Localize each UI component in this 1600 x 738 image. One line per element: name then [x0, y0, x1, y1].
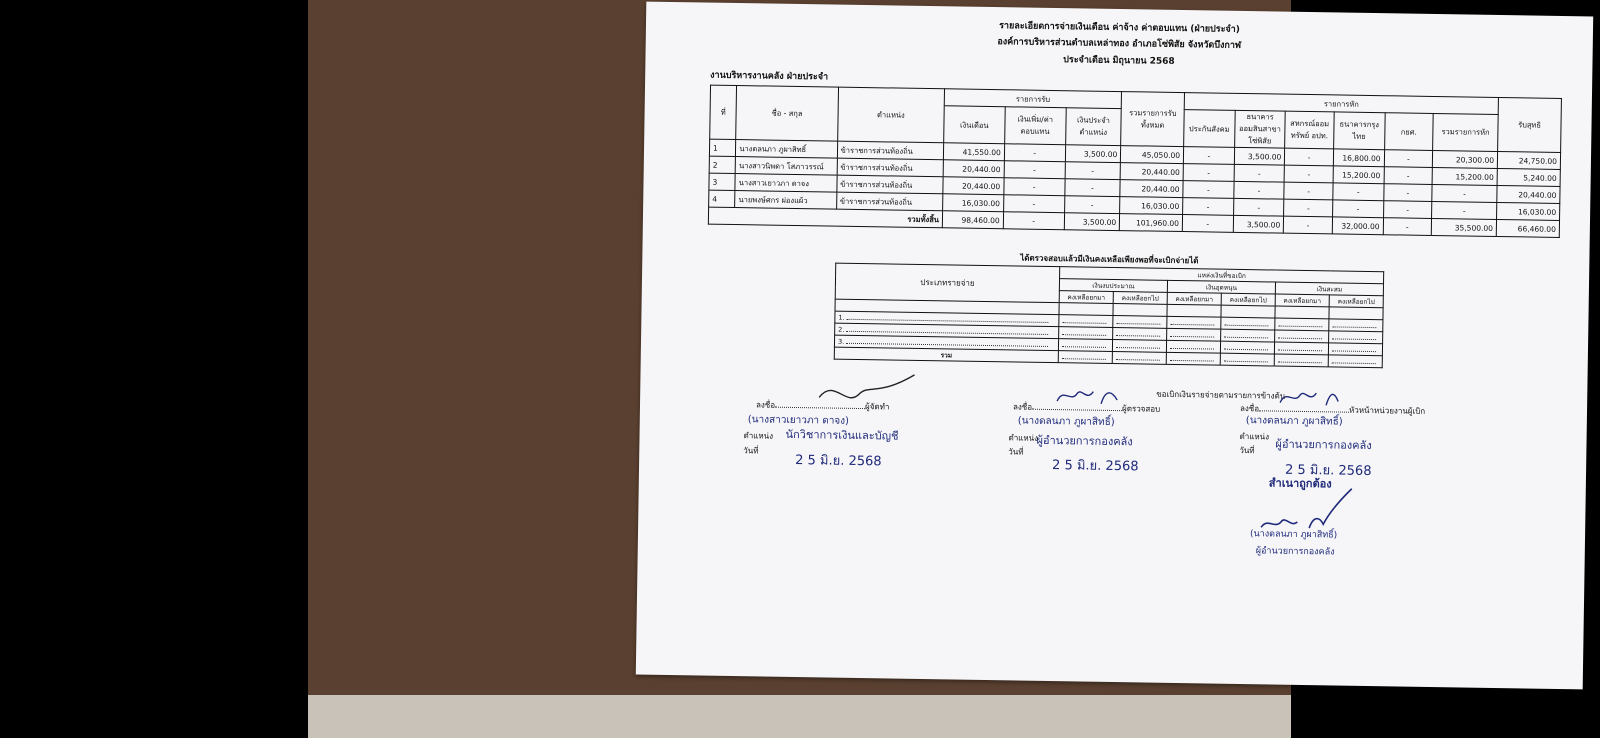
remaining-in-header: คงเหลือยกมา — [1275, 294, 1329, 307]
row-position-pay: - — [1064, 196, 1120, 214]
total-label: รวมทั้งสิ้น — [708, 207, 942, 228]
section-label: งานบริหารงานคลัง ฝ่ายประจำ — [710, 70, 829, 83]
certifier-name: (นางดลนภา ภูผาสิทธิ์) — [1249, 529, 1338, 541]
row-coop: - — [1284, 182, 1333, 200]
row-coop: - — [1284, 199, 1333, 217]
checker-role: ผู้ตรวจสอบ — [1121, 404, 1161, 414]
row-total-deduction: - — [1432, 184, 1497, 202]
signature-block-checker — [1008, 390, 1204, 493]
header-name: ชื่อ - สกุล — [736, 86, 838, 142]
header-salary: เงินเดือน — [944, 106, 1005, 144]
expense-total-label: รวม — [834, 347, 1058, 363]
row-total-income: 45,050.00 — [1121, 146, 1184, 164]
header-gsb: ธนาคารออมสินสาขาโซ่พิสัย — [1234, 110, 1285, 148]
head-position: ผู้อำนวยการกองคลัง — [1275, 437, 1372, 453]
total-gpf: - — [1383, 218, 1432, 236]
total-coop: - — [1284, 216, 1333, 234]
row-position: ข้าราชการส่วนท้องถิ่น — [836, 192, 943, 211]
doc-org: องค์การบริหารส่วนตำบลเหล่าทอง อำเภอโซ่พิสัย จังหวัดบึงกาฬ — [997, 37, 1242, 51]
remaining-in-header: คงเหลือยกมา — [1059, 291, 1113, 304]
source-group-header: แหล่งเงินที่ขอเบิก — [1060, 267, 1384, 284]
sign-label: ลงชื่อ — [1012, 402, 1033, 412]
total-extra: - — [1003, 212, 1064, 230]
row-extra: - — [1003, 195, 1064, 213]
total-position-pay: 3,500.00 — [1064, 213, 1120, 231]
row-net: 24,750.00 — [1497, 151, 1560, 169]
funding-table — [834, 263, 1385, 369]
head-name: (นางดลนภา ภูผาสิทธิ์) — [1245, 415, 1343, 428]
row-position-pay: - — [1065, 162, 1121, 180]
row-total-deduction: 20,300.00 — [1433, 150, 1498, 168]
row-no: 3 — [709, 173, 736, 190]
row-ktb: - — [1333, 200, 1384, 218]
remaining-in-header: คงเหลือยกมา — [1167, 292, 1221, 305]
row-extra: - — [1004, 178, 1065, 196]
subsidy-header: เงินอุดหนุน — [1167, 280, 1275, 294]
floor-strip — [308, 695, 1291, 738]
row-gsb: - — [1234, 164, 1285, 182]
row-social-security: - — [1183, 147, 1234, 165]
row-gpf: - — [1383, 184, 1432, 202]
head-signature-scrawl — [1276, 385, 1346, 412]
sign-label: ลงชื่อ — [1239, 403, 1260, 414]
checker-position: ผู้อำนวยการกองคลัง — [1036, 433, 1133, 449]
checker-name: (นางดลนภา ภูผาสิทธิ์) — [1017, 415, 1115, 429]
header-income-group: รายการรับ — [944, 89, 1122, 109]
position-label: ตำแหน่ง — [743, 431, 774, 441]
budget-header: เงินงบประมาณ — [1059, 279, 1167, 293]
header-total-deduction: รวมรายการหัก — [1433, 113, 1498, 151]
remaining-out-header: คงเหลือยกไป — [1221, 293, 1275, 306]
row-social-security: - — [1183, 198, 1234, 216]
row-position-pay: 3,500.00 — [1065, 145, 1121, 163]
doc-title: รายละเอียดการจ่ายเงินเดือน ค่าจ้าง ค่าตอบแทน (ฝ่ายประจำ) — [999, 21, 1240, 35]
expense-row-number: 1. — [838, 313, 845, 322]
total-gsb: 3,500.00 — [1233, 215, 1284, 233]
position-label: ตำแหน่ง — [1239, 431, 1270, 442]
photo-background — [308, 0, 1558, 738]
header-net: รับสุทธิ — [1498, 98, 1562, 153]
row-total-deduction: - — [1432, 201, 1497, 219]
total-total-income: 101,960.00 — [1120, 214, 1183, 232]
signature-block-preparer — [743, 388, 947, 491]
request-text: ขอเบิกเงินรายจ่ายตามรายการข้างต้น — [1156, 389, 1286, 401]
checker-date: 2 5 มิ.ย. 2568 — [1051, 458, 1139, 475]
certifier-position: ผู้อำนวยการกองคลัง — [1255, 546, 1335, 558]
row-name: นางสาวนิพดา โสภาวรรณ์ — [735, 157, 837, 176]
total-net: 66,460.00 — [1496, 219, 1559, 237]
row-coop: - — [1285, 148, 1334, 166]
header-coop: สหกรณ์ออมทรัพย์ อปท. — [1285, 111, 1334, 149]
header-deduction-group: รายการหัก — [1184, 93, 1498, 115]
row-gpf: - — [1384, 167, 1433, 185]
payroll-table — [708, 85, 1562, 238]
row-position: ข้าราชการส่วนท้องถิ่น — [837, 141, 944, 160]
row-gsb: 3,500.00 — [1234, 147, 1285, 165]
row-position: ข้าราชการส่วนท้องถิ่น — [837, 175, 944, 194]
remaining-out-header: คงเหลือยกไป — [1329, 295, 1383, 308]
expense-row-number: 2. — [838, 325, 845, 334]
row-social-security: - — [1183, 181, 1234, 199]
row-extra: - — [1004, 144, 1065, 162]
row-gsb: - — [1233, 198, 1284, 216]
row-extra: - — [1004, 161, 1065, 179]
preparer-position: นักวิชาการเงินและบัญชี — [785, 427, 899, 443]
row-position: ข้าราชการส่วนท้องถิ่น — [837, 158, 944, 177]
checker-signature-scrawl — [1053, 383, 1123, 410]
row-total-deduction: 15,200.00 — [1432, 167, 1497, 185]
head-role: หัวหน้าหน่วยงานผู้เบิก — [1348, 405, 1426, 416]
doc-month: ประจำเดือน มิถุนายน 2568 — [1063, 55, 1175, 67]
row-net: 16,030.00 — [1497, 202, 1560, 220]
sign-label: ลงชื่อ — [755, 400, 776, 410]
row-gsb: - — [1234, 181, 1285, 199]
total-ktb: 32,000.00 — [1332, 217, 1383, 235]
row-name: นางสาวเยาวภา ดาจง — [735, 174, 837, 193]
header-ktb: ธนาคารกรุงไทย — [1334, 112, 1385, 150]
row-total-income: 16,030.00 — [1120, 197, 1183, 215]
row-position-pay: - — [1064, 179, 1120, 197]
copy-certified-label: สำเนาถูกต้อง — [1268, 476, 1332, 491]
row-ktb: - — [1333, 183, 1384, 201]
row-no: 4 — [709, 190, 736, 207]
row-total-income: 20,440.00 — [1120, 180, 1183, 198]
row-net: 20,440.00 — [1497, 185, 1560, 203]
row-name: นางดลนภา ภูผาสิทธิ์ — [736, 140, 838, 159]
row-salary: 20,440.00 — [943, 160, 1004, 178]
row-salary: 41,550.00 — [943, 143, 1004, 161]
savings-header: เงินสะสม — [1275, 282, 1383, 296]
row-total-income: 20,440.00 — [1120, 163, 1183, 181]
row-no: 2 — [709, 156, 736, 173]
preparer-date: 2 5 มิ.ย. 2568 — [795, 452, 882, 470]
preparer-name: (นางสาวเยาวภา ดาจง) — [747, 414, 850, 427]
date-label: วันที่ — [743, 446, 759, 456]
document-sheet — [636, 2, 1593, 690]
expense-row-number: 3. — [837, 337, 845, 346]
header-position-pay: เงินประจำตำแหน่ง — [1065, 108, 1121, 146]
header-social-security: ประกันสังคม — [1184, 110, 1235, 148]
total-social-security: - — [1182, 215, 1233, 233]
header-extra: เงินเพิ่ม/ค่าตอบแทน — [1004, 107, 1065, 145]
row-no: 1 — [709, 139, 736, 156]
row-gpf: - — [1384, 150, 1433, 168]
row-gpf: - — [1383, 201, 1432, 219]
row-name: นายพงษ์ศกร ผ่องแผ้ว — [735, 191, 837, 210]
expense-type-header: ประเภทรายจ่าย — [835, 263, 1060, 303]
date-label: วันที่ — [1239, 445, 1255, 456]
preparer-signature-scrawl — [814, 371, 925, 413]
row-salary: 16,030.00 — [943, 194, 1004, 212]
total-salary: 98,460.00 — [942, 211, 1003, 229]
preparer-role: ผู้จัดทำ — [864, 402, 890, 412]
remaining-out-header: คงเหลือยกไป — [1113, 291, 1167, 304]
row-social-security: - — [1183, 164, 1234, 182]
row-net: 5,240.00 — [1497, 168, 1560, 186]
row-ktb: 16,800.00 — [1333, 149, 1384, 167]
header-gpf: กยศ. — [1384, 113, 1433, 151]
position-label: ตำแหน่ง — [1008, 433, 1039, 443]
header-position: ตำแหน่ง — [837, 87, 944, 143]
date-label: วันที่ — [1008, 447, 1024, 457]
row-ktb: 15,200.00 — [1333, 166, 1384, 184]
row-salary: 20,440.00 — [943, 177, 1004, 195]
header-no: ที่ — [710, 85, 737, 139]
verification-title: ได้ตรวจสอบแล้วมีเงินคงเหลือเพียงพอที่จะเบิกจ่ายได้ — [1020, 253, 1199, 266]
head-date: 2 5 มิ.ย. 2568 — [1284, 462, 1372, 480]
header-total-income: รวมรายการรับทั้งหมด — [1121, 92, 1185, 147]
row-coop: - — [1284, 165, 1333, 183]
total-total-deduction: 35,500.00 — [1432, 218, 1497, 236]
